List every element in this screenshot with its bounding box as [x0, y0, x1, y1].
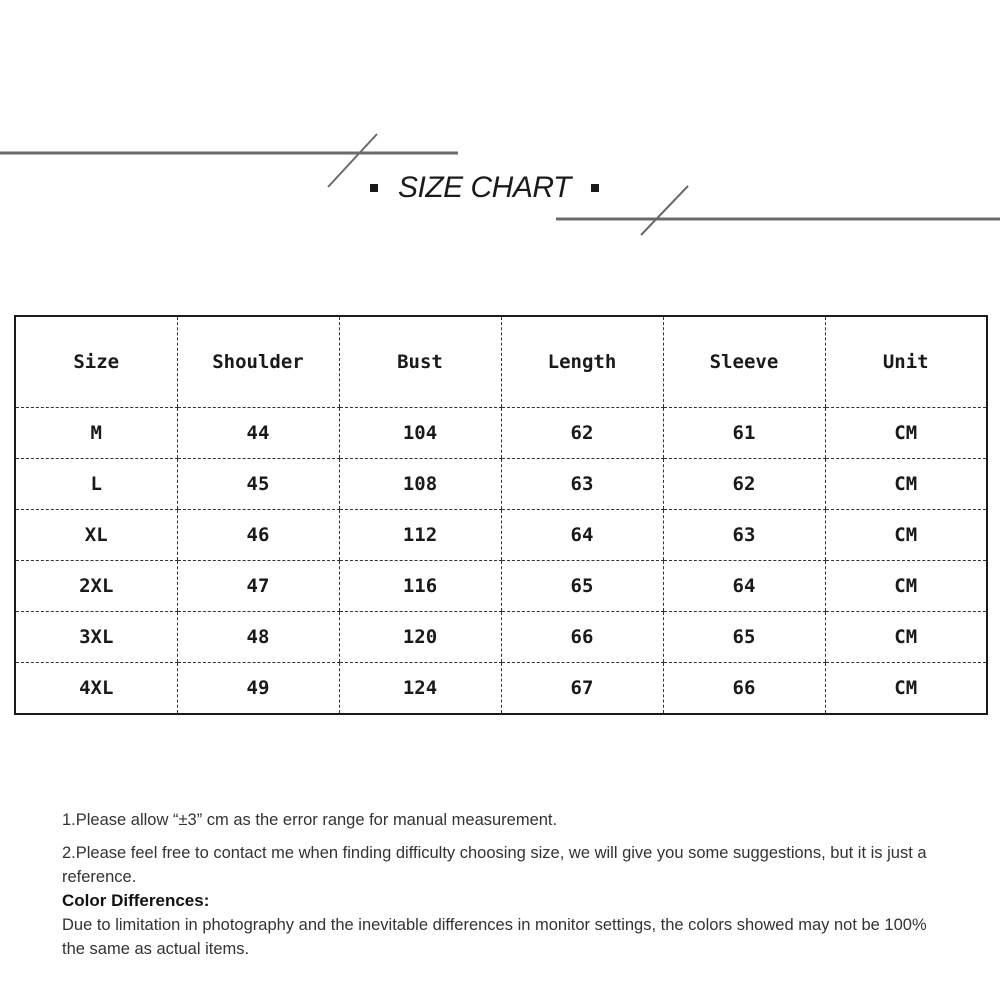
- cell-bust: 120: [339, 612, 501, 663]
- cell-size: 2XL: [15, 561, 177, 612]
- cell-unit: CM: [825, 612, 987, 663]
- cell-length: 64: [501, 510, 663, 561]
- square-bullet-icon: [370, 184, 378, 192]
- note-contact: 2.Please feel free to contact me when finding difficulty choosing size, we will give you some suggestions, but it is just a reference.: [62, 844, 927, 886]
- header-bust: Bust: [339, 316, 501, 408]
- header-length: Length: [501, 316, 663, 408]
- cell-size: 3XL: [15, 612, 177, 663]
- table-row: [15, 663, 987, 715]
- page-title: SIZE CHART: [398, 171, 571, 204]
- cell-sleeve: 62: [663, 459, 825, 510]
- header-unit: Unit: [825, 316, 987, 408]
- cell-sleeve: 63: [663, 510, 825, 561]
- table-row: [15, 510, 987, 561]
- table-row: [15, 459, 987, 510]
- cell-sleeve: 66: [663, 663, 825, 715]
- cell-size: 4XL: [79, 677, 114, 699]
- header-size: Size: [15, 316, 177, 408]
- title-row: [370, 168, 599, 208]
- color-differences-heading: Color Differences:: [62, 891, 210, 910]
- cell-sleeve: 61: [663, 408, 825, 459]
- cell-unit: CM: [825, 459, 987, 510]
- cell-bust: 116: [339, 561, 501, 612]
- cell-length: 65: [501, 561, 663, 612]
- table-row: [15, 612, 987, 663]
- cell-size: XL: [15, 510, 177, 561]
- cell-size: M: [15, 408, 177, 459]
- table-row: [15, 408, 987, 459]
- cell-length: 63: [501, 459, 663, 510]
- cell-shoulder: 49: [177, 663, 339, 715]
- cell-shoulder: 46: [177, 510, 339, 561]
- notes: [62, 808, 942, 961]
- cell-length: 67: [501, 663, 663, 715]
- cell-bust: 124: [339, 663, 501, 715]
- square-bullet-icon: [591, 184, 599, 192]
- table-header-row: [15, 316, 987, 408]
- cell-length: 62: [501, 408, 663, 459]
- cell-shoulder: 48: [177, 612, 339, 663]
- color-differences-text: Due to limitation in photography and the inevitable differences in monitor settings, the colors showed may not be 100% the same as actual items.: [62, 916, 927, 958]
- cell-sleeve: 64: [663, 561, 825, 612]
- cell-shoulder: 44: [177, 408, 339, 459]
- cell-length: 66: [501, 612, 663, 663]
- cell-size: L: [15, 459, 177, 510]
- note-measurement-error: 1.Please allow “±3” cm as the error range for manual measurement.: [62, 811, 558, 829]
- cell-shoulder: 47: [177, 561, 339, 612]
- size-table: [14, 315, 988, 715]
- cell-unit: CM: [825, 510, 987, 561]
- cell-sleeve: 65: [663, 612, 825, 663]
- cell-bust: 104: [339, 408, 501, 459]
- cell-unit: CM: [825, 663, 987, 715]
- table-row: [15, 561, 987, 612]
- header-sleeve: Sleeve: [663, 316, 825, 408]
- cell-unit: CM: [825, 408, 987, 459]
- cell-unit: CM: [825, 561, 987, 612]
- cell-bust: 108: [339, 459, 501, 510]
- header-shoulder: Shoulder: [177, 316, 339, 408]
- cell-bust: 112: [339, 510, 501, 561]
- cell-shoulder: 45: [177, 459, 339, 510]
